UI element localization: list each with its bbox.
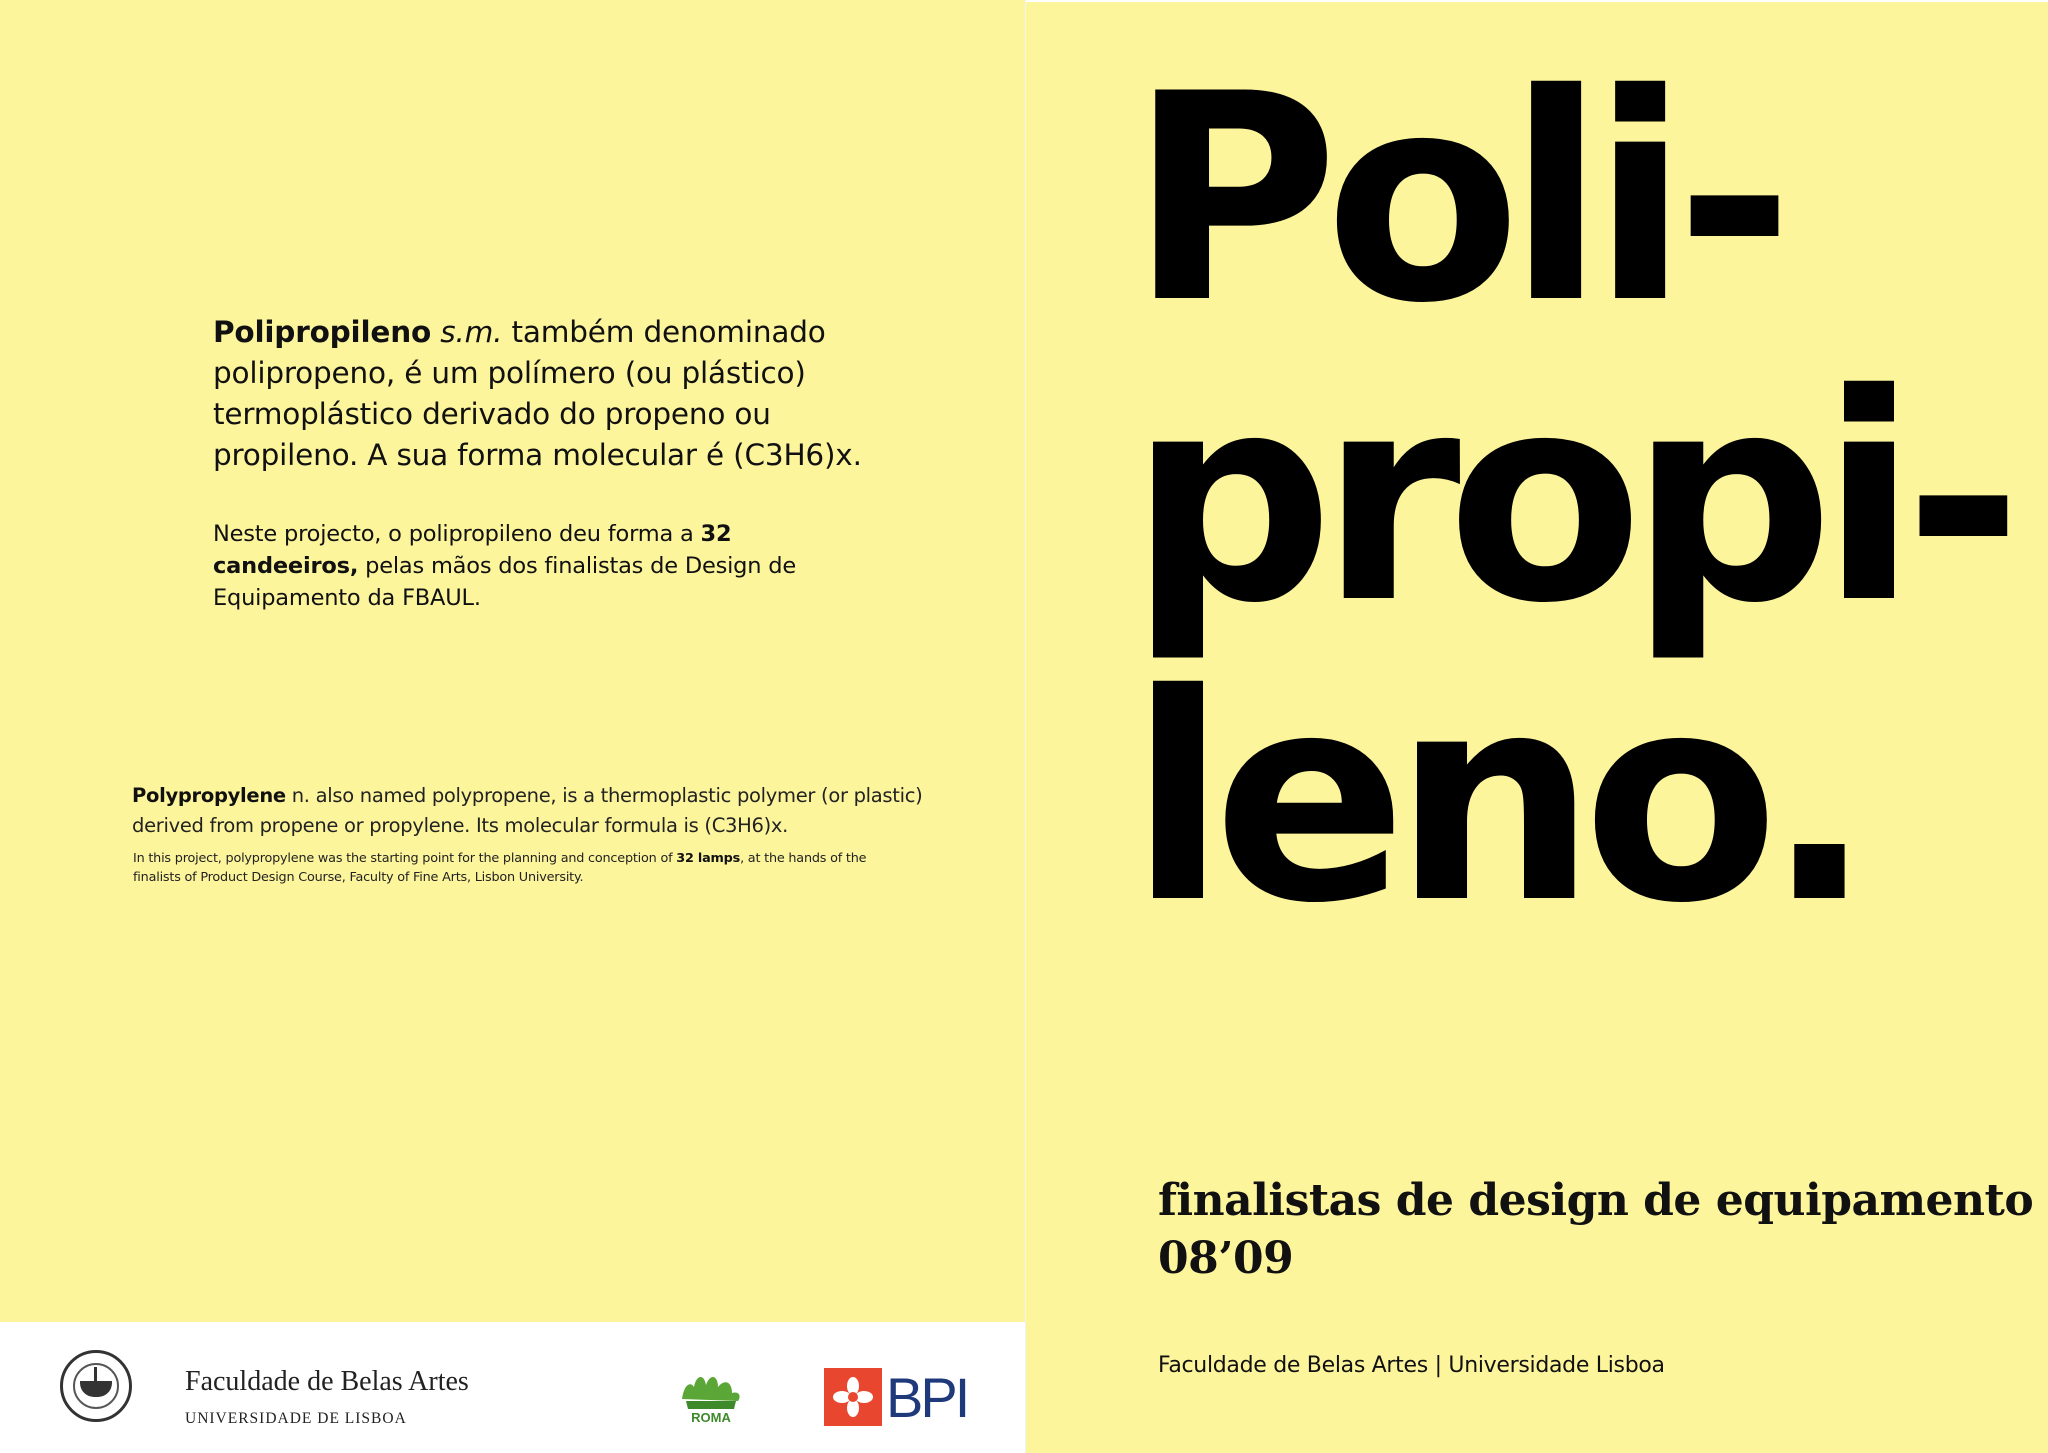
left-page (0, 0, 1025, 1322)
title-line-2: propi- (1129, 334, 2009, 666)
en-project-before: In this project, polypropylene was the starting point for the planning and conception of (133, 851, 673, 866)
portuguese-definition (213, 312, 913, 476)
en-project-bold: 32 lamps (676, 851, 741, 866)
university-seal-icon (60, 1350, 132, 1422)
title-line-1: Poli- (1129, 34, 1780, 366)
en-definition-text: n. also named polypropene, is a thermoplastic polymer (or plastic) derived from propene or propylene. Its molecular formula is (C3H6)x. (132, 784, 923, 837)
pt-project-bold: 32 candeeiros, (213, 521, 732, 579)
english-project-text (133, 849, 893, 887)
pt-term: Polipropileno (213, 315, 432, 349)
bpi-logo (824, 1366, 968, 1429)
pt-project-after: pelas mãos dos finalistas de Design de Equipamento da FBAUL. (213, 553, 797, 611)
pt-definition-text: também denominado polipropeno, é um polímero (ou plástico) termoplástico derivado do propeno ou propileno. A sua forma molecular é (C3H6)x. (213, 315, 862, 472)
pt-project-before: Neste projecto, o polipropileno deu forma a (213, 521, 694, 547)
cover-title (1129, 34, 2009, 966)
en-term: Polypropylene (132, 784, 286, 807)
bpi-flower-icon (824, 1368, 882, 1426)
right-page (1026, 2, 2048, 1453)
institution-name: Faculdade de Belas Artes (185, 1366, 469, 1397)
roma-logo-text: ROMA (691, 1410, 731, 1425)
subtitle-line-1: finalistas de design de equipamento (1158, 1175, 2034, 1226)
title-line-3: leno. (1129, 634, 1860, 966)
subtitle-line-2: 08’09 (1158, 1233, 1294, 1284)
en-project-after: , at the hands of the finalists of Product Design Course, Faculty of Fine Arts, Lisbon University. (133, 851, 867, 885)
portuguese-project-text (213, 518, 853, 614)
pt-abbreviation: s.m. (440, 315, 503, 349)
roma-logo-icon (676, 1365, 746, 1427)
english-definition (132, 781, 972, 841)
cover-subtitle (1158, 1172, 2033, 1288)
bpi-logo-text: BPI (886, 1366, 968, 1429)
institution-subtitle: UNIVERSIDADE DE LISBOA (185, 1410, 407, 1427)
affiliation-line: Faculdade de Belas Artes | Universidade Lisboa (1158, 1353, 1665, 1378)
